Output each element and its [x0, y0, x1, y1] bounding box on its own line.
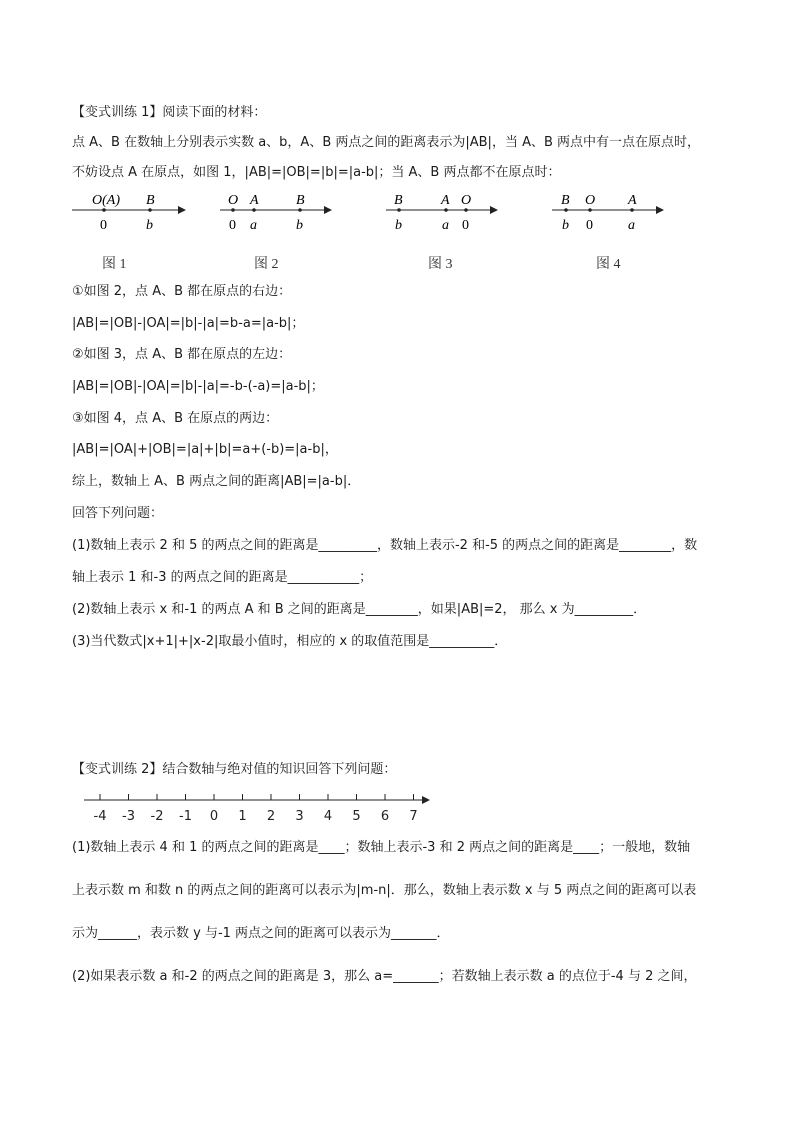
heading-training-1: 【变式训练 1】阅读下面的材料： [72, 105, 267, 120]
fig2-top-label: A [250, 193, 259, 208]
number-line-figures [0, 186, 794, 276]
fig3-top-label: O [461, 193, 472, 208]
formula-line: |AB|=|OB|-|OA|=|b|-|a|=b-a=|a-b|； [72, 316, 305, 331]
axis-tick-label: 3 [295, 809, 304, 824]
axis-tick-label: 2 [266, 809, 276, 824]
axis-tick-label: -1 [179, 809, 192, 824]
formula-line: |AB|=|OA|+|OB|=|a|+|b|=a+(-b)=|a-b|， [72, 442, 338, 457]
fig1-top-label: B [146, 193, 155, 208]
text-line: 点 A、B 在数轴上分别表示实数 a、b，A、B 两点之间的距离表示为|AB|，当 A、B 两点中有一点在原点时， [72, 135, 701, 150]
fig2-bottom-label: 0 [229, 218, 236, 233]
fig1-top-label: O(A) [92, 193, 120, 208]
fig4-top-label: O [585, 193, 596, 208]
axis-tick-label: 6 [380, 809, 390, 824]
figure-2 [220, 193, 332, 233]
fig4-bottom-label: a [628, 218, 635, 233]
point-b [148, 208, 152, 212]
axis-tick-label: 0 [209, 809, 219, 824]
fig2-top-label: O [228, 193, 239, 208]
number-line-axis [80, 790, 440, 826]
fig4-bottom-label: b [562, 218, 569, 233]
text-line: ③如图 4，点 A、B 在原点的两边： [72, 411, 279, 426]
fig3-bottom-label: 0 [462, 218, 469, 233]
axis-tick-label: 5 [352, 809, 361, 824]
axis-tick-label: -3 [122, 809, 135, 824]
axis-tick-label: -2 [150, 809, 164, 824]
fig4-bottom-label: 0 [586, 218, 593, 233]
figure-3 [386, 193, 498, 233]
axis-tick-label: 1 [238, 809, 247, 824]
fig1-bottom-label: b [146, 218, 153, 233]
axis-tick-label: -4 [93, 809, 107, 824]
fig3-top-label: A [441, 193, 450, 208]
fig4-caption: 图 4 [596, 257, 621, 272]
fig2-bottom-label: a [250, 218, 257, 233]
fig3-bottom-label: a [442, 218, 449, 233]
question-2-2: (2)如果表示数 a 和-2 的两点之间的距离是 3，那么 a=_______；若数轴上表示数 a 的点位于-4 与 2 之间， [72, 969, 697, 984]
question-1: (1)数轴上表示 2 和 5 的两点之间的距离是_________，数轴上表示-2 和-5 的两点之间的距离是________，数 [72, 538, 698, 553]
fig2-bottom-label: b [296, 218, 303, 233]
question-2-1: (1)数轴上表示 4 和 1 的两点之间的距离是____；数轴上表示-3 和 2 两点之间的距离是____；一般地，数轴 [72, 840, 691, 855]
text-line: ①如图 2，点 A、B 都在原点的右边： [72, 284, 292, 299]
figure-4 [552, 193, 664, 233]
text-line: 综上，数轴上 A、B 两点之间的距离|AB|=|a-b|． [72, 474, 361, 489]
fig3-caption: 图 3 [428, 257, 453, 272]
fig3-bottom-label: b [395, 218, 402, 233]
fig1-caption: 图 1 [102, 257, 127, 272]
text-line: ②如图 3，点 A、B 都在原点的左边： [72, 347, 292, 362]
fig2-caption: 图 2 [254, 257, 279, 272]
point-o-a [102, 208, 106, 212]
question-3: (3)当代数式|x+1|+|x-2|取最小值时，相应的 x 的取值范围是__________． [72, 634, 508, 649]
fig4-top-label: B [561, 193, 570, 208]
axis-ticks [94, 794, 418, 824]
heading-training-2: 【变式训练 2】结合数轴与绝对值的知识回答下列问题： [72, 762, 397, 777]
axis-tick-label: 7 [409, 809, 418, 824]
axis-tick-label: 4 [323, 809, 333, 824]
formula-line: |AB|=|OB|-|OA|=|b|-|a|=-b-(-a)=|a-b|； [72, 379, 324, 394]
question-2-1-cont: 上表示数 m 和数 n 的两点之间的距离可以表示为|m-n|．那么，数轴上表示数 x 与 5 两点之间的距离可以表 [72, 883, 697, 898]
fig2-top-label: B [296, 193, 305, 208]
fig4-top-label: A [628, 193, 637, 208]
text-line: 不妨设点 A 在原点，如图 1，|AB|=|OB|=|b|=|a-b|；当 A、B 两点都不在原点时： [72, 165, 561, 180]
text-line: 回答下列问题： [72, 506, 164, 521]
question-2-1-cont: 示为______，表示数 y 与-1 两点之间的距离可以表示为_______． [72, 926, 450, 941]
fig1-bottom-label: 0 [100, 218, 107, 233]
question-1-cont: 轴上表示 1 和-3 的两点之间的距离是___________； [72, 570, 373, 585]
figure-1 [72, 193, 186, 233]
question-2: (2)数轴上表示 x 和-1 的两点 A 和 B 之间的距离是________，如果|AB|=2， 那么 x 为_________． [72, 602, 647, 617]
fig3-top-label: B [394, 193, 403, 208]
